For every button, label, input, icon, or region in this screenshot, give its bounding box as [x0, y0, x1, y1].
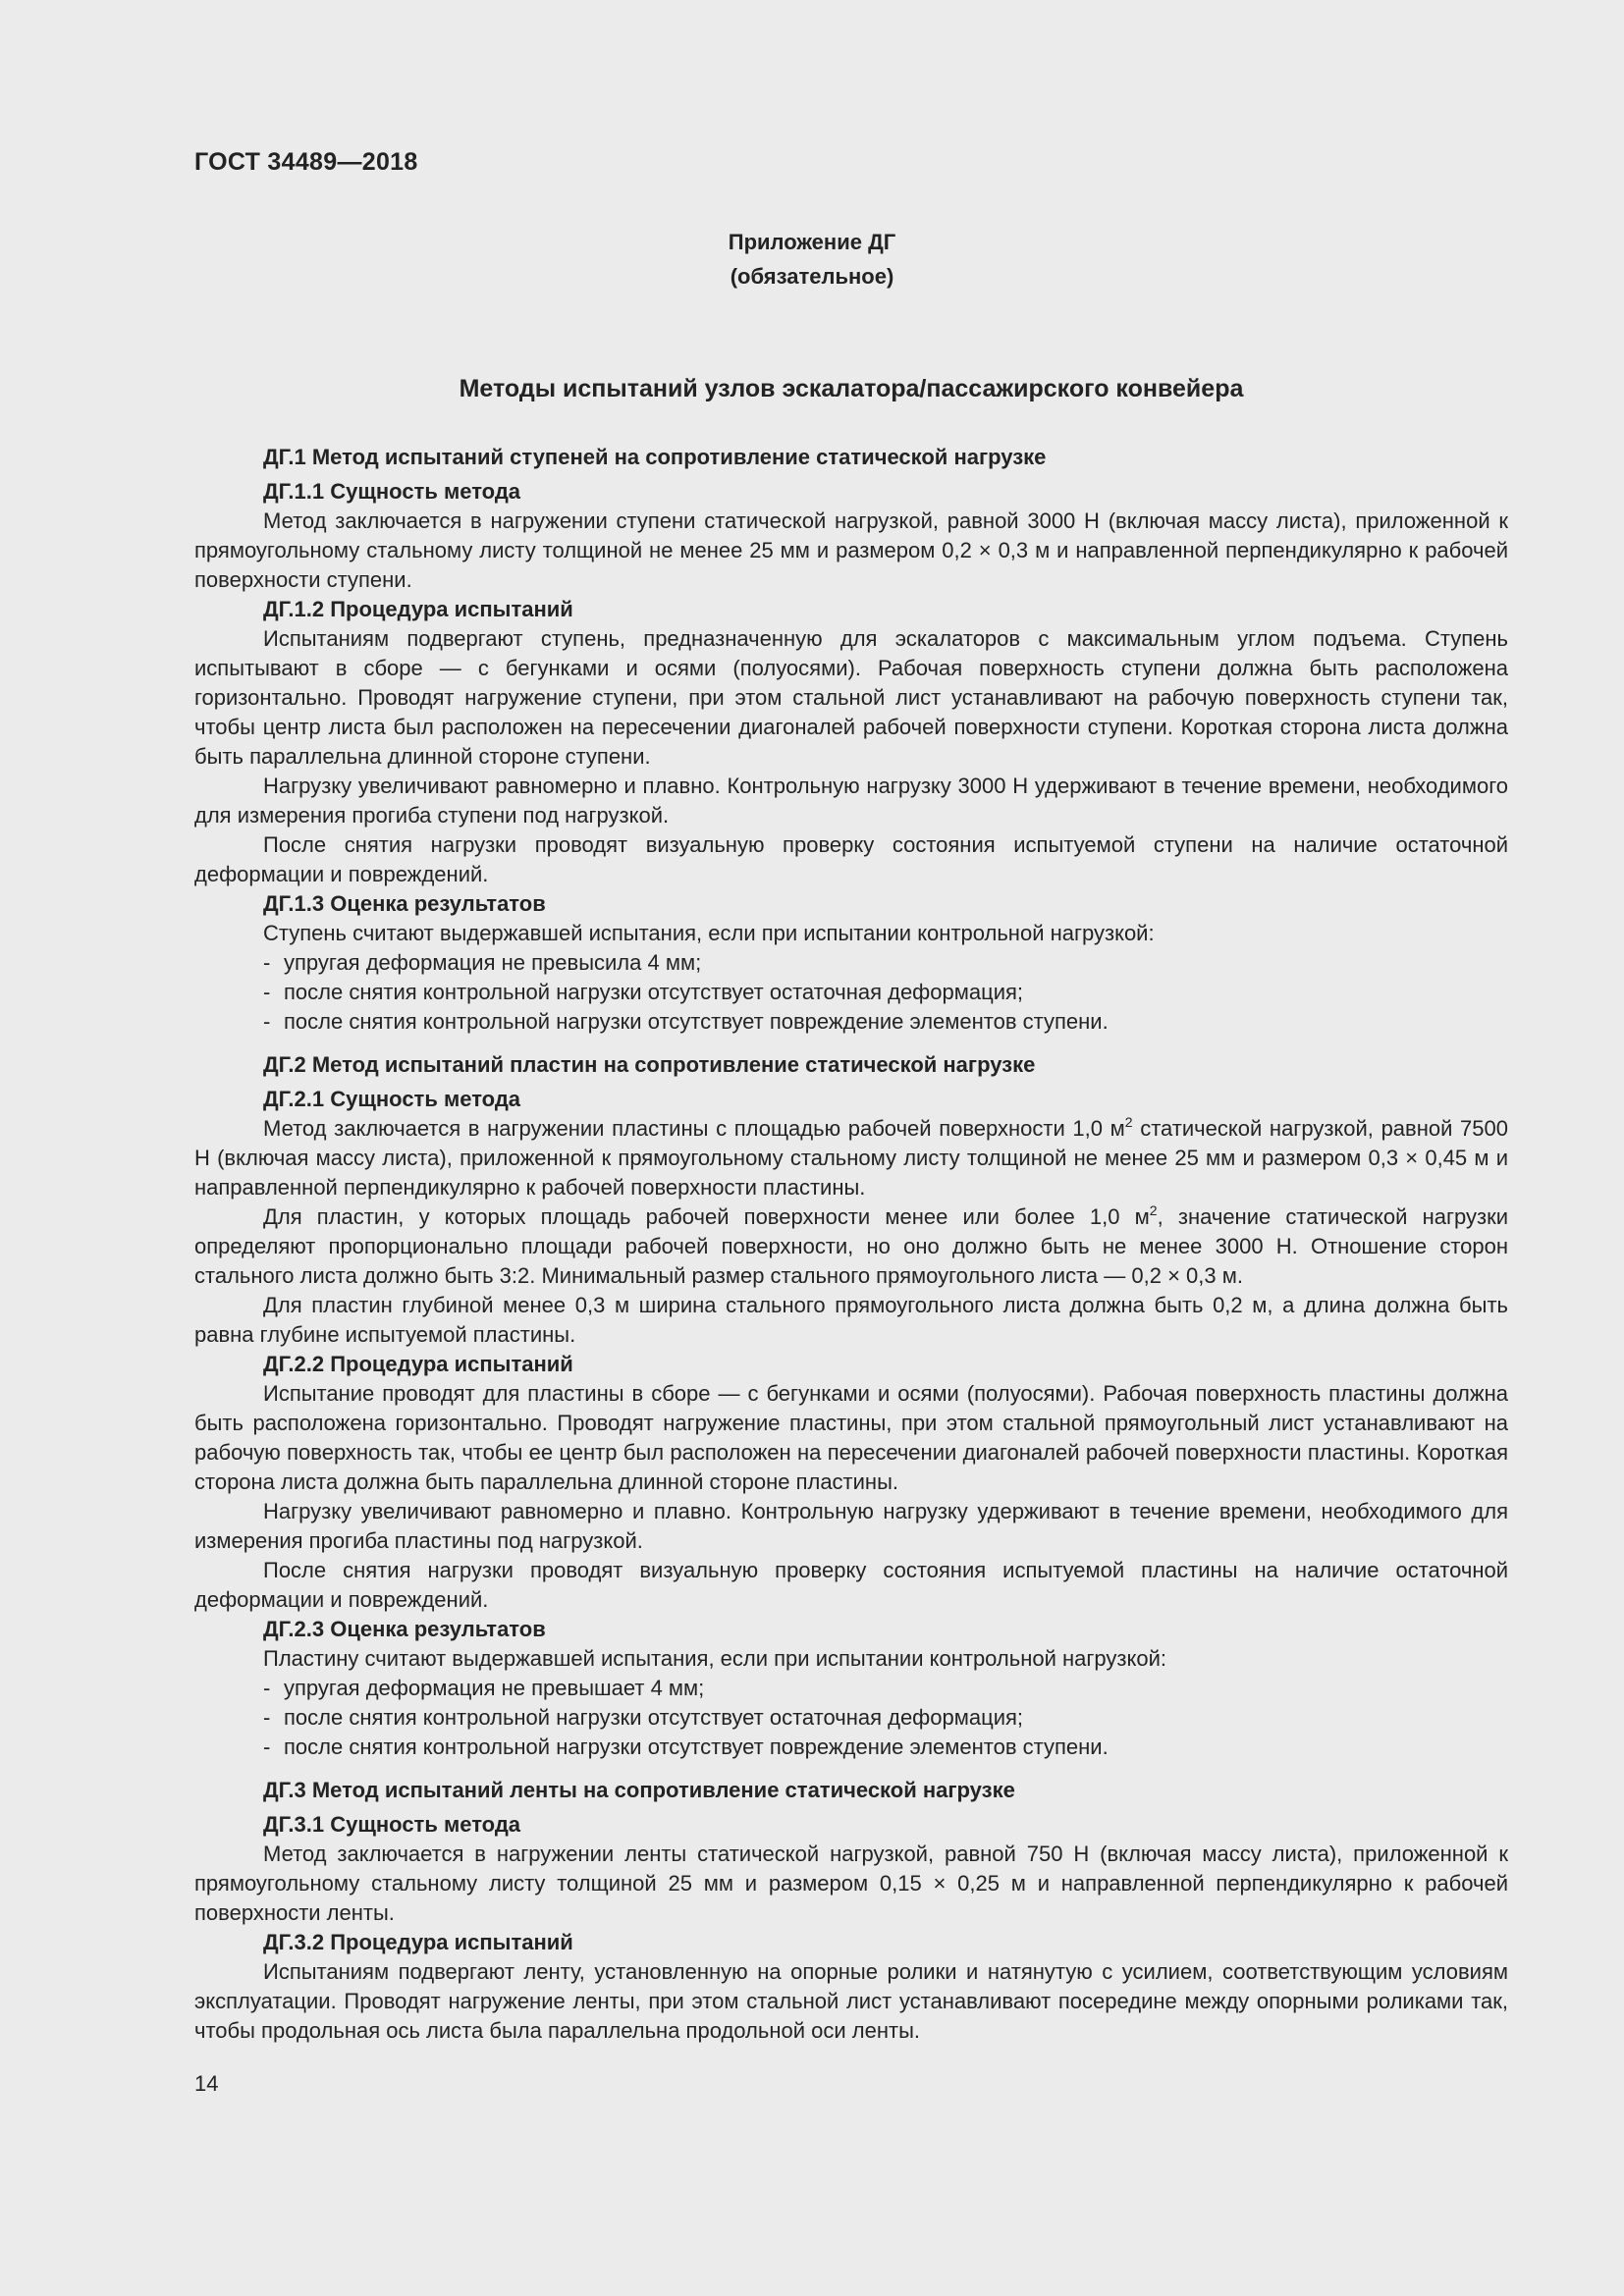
paragraph: Нагрузку увеличивают равномерно и плавно. Контрольную нагрузку удерживают в течение времени, необходимого для измерения прогиба пластины под нагрузкой.: [194, 1499, 1508, 1553]
paragraph: Нагрузку увеличивают равномерно и плавно. Контрольную нагрузку 3000 Н удерживают в течение времени, необходимого для измерения прогиба ступени под нагрузкой.: [194, 774, 1508, 828]
section-heading-dg2: ДГ.2 Метод испытаний пластин на сопротивление статической нагрузке: [263, 1052, 1036, 1077]
list-item: - после снятия контрольной нагрузки отсутствует остаточная деформация;: [263, 1705, 1024, 1730]
list-item-text: после снятия контрольной нагрузки отсутствует остаточная деформация;: [284, 1705, 1024, 1730]
section-heading-dg3: ДГ.3 Метод испытаний ленты на сопротивление статической нагрузке: [263, 1778, 1015, 1802]
list-item: - упругая деформация не превышает 4 мм;: [263, 1676, 705, 1700]
paragraph: Для пластин, у которых площадь рабочей поверхности менее или более 1,0 $м^2$, значение статической нагрузки определяют пропорционально площади рабочей поверхности, но оно должно быть не менее 3000 Н. Отношение сторон стального листа должно быть 3:2. Минимальный размер стального прямоугольного листа — 0,2 × 0,3 м.: [194, 1202, 1508, 1288]
document-code: ГОСТ 34489—2018: [194, 148, 418, 176]
subsection-heading-dg2-3: ДГ.2.3 Оценка результатов: [263, 1617, 546, 1641]
subsection-heading-dg2-1: ДГ.2.1 Сущность метода: [263, 1087, 521, 1111]
paragraph: Испытаниям подвергают ступень, предназначенную для эскалаторов с максимальным углом подъема. Ступень испытывают в сборе — с бегунками и осями (полуосями). Рабочая поверхность ступени должна быть расположена горизонтально. Проводят нагружение ступени, при этом стальной лист устанавливают на рабочую поверхность ступени так, чтобы центр листа был расположен на пересечении диагоналей рабочей поверхности ступени. Короткая сторона листа должна быть параллельна длинной стороне ступени.: [194, 626, 1508, 769]
paragraph: После снятия нагрузки проводят визуальную проверку состояния испытуемой ступени на наличие остаточной деформации и повреждений.: [194, 832, 1508, 886]
list-item-text: упругая деформация не превышает 4 мм;: [284, 1676, 705, 1700]
subsection-heading-dg1-3: ДГ.1.3 Оценка результатов: [263, 891, 546, 916]
list-item-text: после снятия контрольной нагрузки отсутствует остаточная деформация;: [284, 980, 1024, 1004]
subsection-heading-dg3-2: ДГ.3.2 Процедура испытаний: [263, 1930, 573, 1954]
list-item-text: после снятия контрольной нагрузки отсутствует повреждение элементов ступени.: [284, 1735, 1109, 1759]
appendix-status: (обязательное): [730, 264, 894, 289]
paragraph: Метод заключается в нагружении ступени статической нагрузкой, равной 3000 Н (включая массу листа), приложенной к прямоугольному стальному листу толщиной не менее 25 мм и размером 0,2 × 0,3 м и направленной перпендикулярно к рабочей поверхности ступени.: [194, 508, 1508, 592]
section-heading-dg1: ДГ.1 Метод испытаний ступеней на сопротивление статической нагрузке: [263, 445, 1047, 469]
document-body: [194, 443, 1508, 2046]
paragraph: Пластину считают выдержавшей испытания, если при испытании контрольной нагрузкой:: [263, 1646, 1167, 1671]
paragraph: Метод заключается в нагружении ленты статической нагрузкой, равной 750 Н (включая массу листа), приложенной к прямоугольному стальному листу толщиной 25 мм и размером 0,15 × 0,25 м и направленной перпендикулярно к рабочей поверхности ленты.: [194, 1842, 1508, 1925]
list-item: - упругая деформация не превысила 4 мм;: [263, 950, 702, 975]
paragraph: Испытание проводят для пластины в сборе — с бегунками и осями (полуосями). Рабочая поверхность пластины должна быть расположена горизонтально. Проводят нагружение пластины, при этом стальной прямоугольный лист устанавливают на рабочую поверхность так, чтобы ее центр был расположен на пересечении диагоналей рабочей поверхности пластины. Короткая сторона листа должна быть параллельна длинной стороне пластины.: [194, 1381, 1508, 1494]
list-item-text: после снятия контрольной нагрузки отсутствует повреждение элементов ступени.: [284, 1009, 1109, 1034]
subsection-heading-dg1-2: ДГ.1.2 Процедура испытаний: [263, 597, 573, 621]
page-number: 14: [194, 2071, 219, 2096]
list-item: - после снятия контрольной нагрузки отсутствует повреждение элементов ступени.: [263, 1735, 1109, 1759]
subsection-heading-dg2-2: ДГ.2.2 Процедура испытаний: [263, 1352, 573, 1376]
list-item-text: упругая деформация не превысила 4 мм;: [284, 950, 702, 975]
list-item: - после снятия контрольной нагрузки отсутствует остаточная деформация;: [263, 980, 1024, 1004]
main-title: Методы испытаний узлов эскалатора/пассажирского конвейера: [459, 375, 1244, 402]
list-item: - после снятия контрольной нагрузки отсутствует повреждение элементов ступени.: [263, 1009, 1109, 1034]
appendix-title: Приложение ДГ: [728, 230, 896, 254]
paragraph: После снятия нагрузки проводят визуальную проверку состояния испытуемой пластины на наличие остаточной деформации и повреждений.: [194, 1558, 1508, 1612]
appendix-heading: [0, 225, 1624, 294]
paragraph: Испытаниям подвергают ленту, установленную на опорные ролики и натянутую с усилием, соответствующим условиям эксплуатации. Проводят нагружение ленты, при этом стальной лист устанавливают посередине между опорными роликами так, чтобы продольная ось листа была параллельна продольной оси ленты.: [194, 1959, 1508, 2043]
subsection-heading-dg1-1: ДГ.1.1 Сущность метода: [263, 479, 521, 504]
paragraph: Для пластин глубиной менее 0,3 м ширина стального прямоугольного листа должна быть 0,2 м, а длина должна быть равна глубине испытуемой пластины.: [194, 1293, 1508, 1347]
paragraph: Метод заключается в нагружении пластины с площадью рабочей поверхности 1,0 $м^2$ статической нагрузкой, равной 7500 Н (включая массу листа), приложенной к прямоугольному стальному листу толщиной не менее 25 мм и размером 0,3 × 0,45 м и направленной перпендикулярно к рабочей поверхности пластины.: [194, 1114, 1508, 1200]
subsection-heading-dg3-1: ДГ.3.1 Сущность метода: [263, 1812, 521, 1837]
paragraph: Ступень считают выдержавшей испытания, если при испытании контрольной нагрузкой:: [263, 921, 1155, 945]
